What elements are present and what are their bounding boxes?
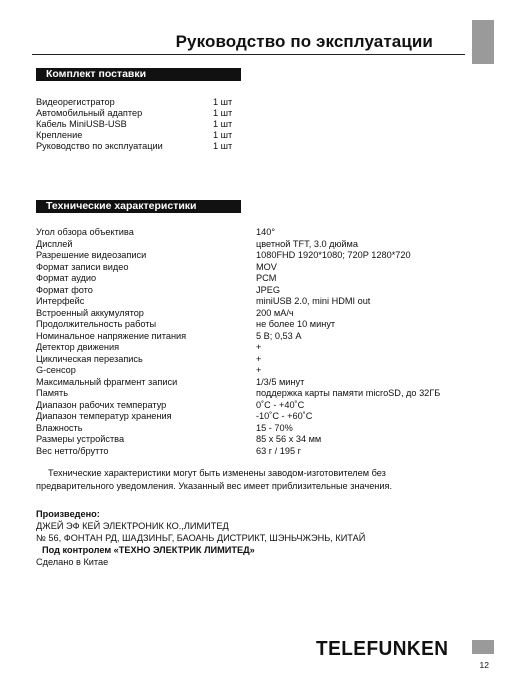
- spec-value: MOV: [256, 261, 277, 272]
- spec-key: Разрешение видеозаписи: [36, 250, 147, 260]
- spec-value: 85 x 56 x 34 мм: [256, 434, 322, 444]
- spec-key: Формат фото: [36, 284, 93, 295]
- item-name: Автомобильный адаптер: [36, 108, 143, 118]
- spec-value: +: [256, 353, 262, 364]
- item-name: Крепление: [36, 130, 83, 140]
- spec-key: Встроенный аккумулятор: [36, 307, 144, 318]
- spec-value: 5 В; 0,53 А: [256, 330, 302, 341]
- spec-value: +: [256, 365, 262, 375]
- spec-key: Память: [36, 388, 68, 398]
- spec-value: 140°: [256, 227, 276, 237]
- package-section-title: Комплект поставки: [36, 68, 241, 81]
- spec-key: Угол обзора объектива: [36, 227, 134, 237]
- spec-value: 200 мА/ч: [256, 307, 294, 318]
- item-qty: 1 шт: [213, 119, 233, 129]
- spec-value: поддержка карты памяти microSD, до 32ГБ: [256, 388, 441, 398]
- spec-value: 15 - 70%: [256, 422, 293, 433]
- spec-value: 1/3/5 минут: [256, 376, 305, 387]
- item-name: Видеорегистратор: [36, 97, 115, 107]
- spec-value: не более 10 минут: [256, 319, 336, 329]
- spec-value: 63 г / 195 г: [256, 445, 302, 456]
- item-qty: 1 шт: [213, 97, 233, 107]
- spec-key: Детектор движения: [36, 342, 120, 352]
- spec-key: Формат записи видео: [36, 261, 129, 272]
- spec-key: Циклическая перезапись: [36, 353, 143, 364]
- item-name: Руководство по эксплуатации: [36, 141, 163, 151]
- corner-tab-top: [472, 20, 494, 64]
- page-title: Руководство по эксплуатации: [175, 32, 433, 51]
- specs-note: Технические характеристики могут быть изменены заводом-изготовителем без предварительного уведомления. Указанный вес имеет приблизительные значения.: [36, 468, 393, 491]
- spec-key: Номинальное напряжение питания: [36, 330, 187, 341]
- item-name: Кабель MiniUSB-USB: [36, 119, 127, 129]
- spec-value: цветной TFT, 3.0 дюйма: [256, 238, 358, 249]
- item-qty: 1 шт: [213, 108, 233, 118]
- manufacturer-label: Произведено:: [36, 509, 100, 519]
- header-rule: [32, 54, 465, 55]
- spec-key: Диапазон рабочих температур: [36, 399, 167, 410]
- spec-key: Дисплей: [36, 238, 73, 249]
- spec-key: Продолжительность работы: [36, 319, 157, 329]
- corner-tab-bottom: [472, 640, 494, 654]
- spec-value: miniUSB 2.0, mini HDMI out: [256, 296, 371, 306]
- spec-value: -10˚С - +60˚С: [256, 411, 313, 421]
- brand-logo: TELEFUNKEN: [316, 638, 449, 660]
- page-number: 12: [479, 660, 489, 670]
- manufacturer-origin: Сделано в Китае: [36, 557, 109, 567]
- spec-value: 1080FHD 1920*1080; 720P 1280*720: [256, 250, 411, 260]
- spec-key: Влажность: [36, 422, 83, 433]
- spec-key: Интерфейс: [36, 296, 85, 306]
- spec-value: 0˚С - +40˚С: [256, 399, 305, 410]
- spec-key: Максимальный фрагмент записи: [36, 376, 178, 387]
- spec-key: Формат аудио: [36, 273, 97, 283]
- spec-key: Диапазон температур хранения: [36, 411, 172, 421]
- spec-key: Размеры устройства: [36, 434, 125, 444]
- manufacturer-control: Под контролем «ТЕХНО ЭЛЕКТРИК ЛИМИТЕД»: [42, 545, 255, 555]
- spec-key: Вес нетто/брутто: [36, 445, 109, 456]
- spec-value: JPEG: [256, 284, 280, 295]
- spec-value: PCM: [256, 273, 277, 283]
- spec-key: G-сенсор: [36, 365, 76, 375]
- manufacturer-address: № 56, ФОНТАН РД, ШАДЗИНЬГ, БАОАНЬ ДИСТРИКТ, ШЭНЬЧЖЭНЬ, КИТАЙ: [36, 533, 366, 543]
- item-qty: 1 шт: [213, 130, 233, 140]
- item-qty: 1 шт: [213, 141, 233, 151]
- specs-section-title: Технические характеристики: [36, 200, 241, 213]
- manufacturer-name: ДЖЕЙ ЭФ КЕЙ ЭЛЕКТРОНИК КО.,ЛИМИТЕД: [36, 521, 229, 531]
- spec-value: +: [256, 342, 262, 352]
